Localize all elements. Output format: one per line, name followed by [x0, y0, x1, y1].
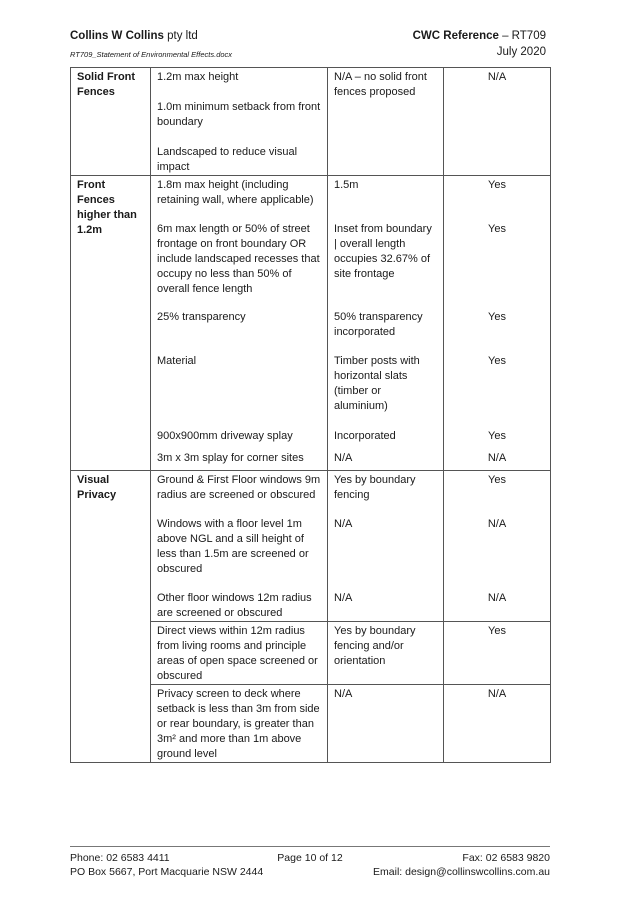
footer-phone: Phone: 02 6583 4411: [70, 852, 170, 864]
table-row: [71, 68, 551, 176]
compliance-cell: Yes: [444, 622, 551, 685]
proposal-cell: Yes by boundary fencing and/or orientation: [328, 622, 444, 685]
company-name: Collins W Collins pty ltd: [70, 30, 198, 42]
requirement-cell: 1.8m max height (including retaining wall, where applicable) 6m max length or 50% of street frontage on front boundary OR include landscaped recesses that occupy no less than 50% of overall fence length 25% transparency Material 900x900mm driveway splay 3m x 3m splay for corner sites: [151, 176, 328, 471]
category-cell: Front Fences higher than 1.2m: [71, 176, 151, 471]
proposal-cell: 1.5m Inset from boundary | overall length occupies 32.67% of site frontage 50% transparency incorporated Timber posts with horizontal slats (timber or aluminium) Incorporated N/A: [328, 176, 444, 471]
document-date: July 2020: [496, 46, 546, 58]
page-footer: [70, 851, 550, 881]
compliance-cell: Yes Yes Yes Yes Yes N/A: [444, 176, 551, 471]
footer-address: PO Box 5667, Port Macquarie NSW 2444: [70, 866, 264, 878]
proposal-cell: N/A – no solid front fences proposed: [328, 68, 444, 176]
compliance-cell: N/A: [444, 685, 551, 763]
requirement-cell: Ground & First Floor windows 9m radius are screened or obscured Windows with a floor level 1m above NGL and a sill height of less than 1.5m are screened or obscured Other floor windows 12m radius are screened or obscured: [151, 471, 328, 622]
cwc-reference: CWC Reference – RT709: [412, 30, 546, 42]
footer-page-number: Page 10 of 12: [277, 852, 343, 864]
footer-divider: [70, 846, 550, 847]
page-header: [70, 30, 546, 64]
requirement-cell: 1.2m max height 1.0m minimum setback from front boundary Landscaped to reduce visual impact: [151, 68, 328, 176]
category-cell: Solid Front Fences: [71, 68, 151, 176]
category-cell: Visual Privacy: [71, 471, 151, 763]
proposal-cell: Yes by boundary fencing N/A N/A: [328, 471, 444, 622]
document-filename: RT709_Statement of Environmental Effects.docx: [70, 50, 233, 59]
requirement-cell: Direct views within 12m radius from living rooms and principle areas of open space screened or obscured: [151, 622, 328, 685]
compliance-cell: Yes N/A N/A: [444, 471, 551, 622]
proposal-cell: N/A: [328, 685, 444, 763]
footer-email[interactable]: Email: design@collinswcollins.com.au: [373, 866, 550, 878]
footer-fax: Fax: 02 6583 9820: [462, 852, 550, 864]
table-row: [71, 176, 551, 471]
requirements-table: [70, 67, 551, 763]
compliance-cell: N/A: [444, 68, 551, 176]
requirement-cell: Privacy screen to deck where setback is less than 3m from side or rear boundary, is greater than 3m² and more than 1m above ground level: [151, 685, 328, 763]
table-row: [71, 471, 551, 622]
